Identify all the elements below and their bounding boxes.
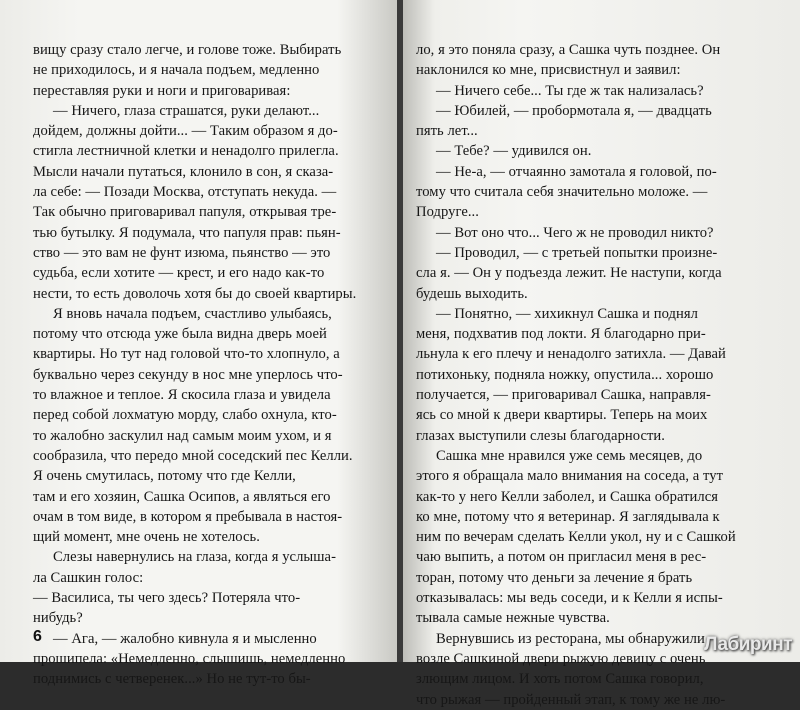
text-line: перед собой лохматую морду, слабо охнула, кто-	[33, 407, 337, 424]
text-line: ясь со мной к двери квартиры. Теперь на моих	[416, 407, 708, 424]
text-line: ла себе: — Позади Москва, отступать некуда. —	[33, 184, 337, 201]
text-line: что рыжая — пройденный этап, к тому же не лю-	[416, 691, 726, 708]
right-page-text	[416, 40, 792, 710]
text-line: стигла лестничной клетки и ненадолго прилегла.	[33, 143, 339, 160]
text-line: тывала самые нежные чувства.	[416, 610, 610, 627]
text-line: злющим лицом. И хоть потом Сашка говорил,	[416, 671, 704, 688]
text-line: чаю выпить, а потом он пригласил меня в рес-	[416, 549, 707, 566]
text-line: потихоньку, подняла ножку, опустила... хорошо	[416, 366, 714, 383]
text-line: этого я обращала мало внимания на соседа, а тут	[416, 468, 724, 485]
text-line: сообразила, что передо мной соседский пес Келли.	[33, 447, 353, 464]
text-line: ла Сашкин голос:	[33, 569, 144, 586]
text-line: возле Сашкиной двери рыжую девицу с очень	[416, 650, 706, 667]
text-line: — Ничего, глаза страшатся, руки делают...	[53, 102, 320, 119]
text-line: — Понятно, — хихикнул Сашка и поднял	[436, 305, 698, 322]
text-line: переставляя руки и ноги и приговаривая:	[33, 82, 291, 99]
text-line: — Ага, — жалобно кивнула я и мысленно	[53, 630, 317, 647]
text-line: — Тебе? — удивился он.	[436, 143, 592, 160]
text-line: — Проводил, — с третьей попытки произне-	[436, 244, 718, 261]
text-line: буквально через секунду в нос мне уперлось что-	[33, 366, 343, 383]
text-line: Слезы навернулись на глаза, когда я услыша-	[53, 549, 336, 566]
text-line: дойдем, должны дойти... — Таким образом я до-	[33, 123, 338, 140]
text-line: судьба, если хотите — крест, и его надо как-то	[33, 265, 325, 282]
text-line: глазах выступили слезы благодарности.	[416, 427, 665, 444]
text-line: как-то у него Келли заболел, и Сашка обратился	[416, 488, 718, 505]
text-line: очам в том виде, в котором я пребывала в настоя-	[33, 508, 343, 525]
text-line: — Юбилей, — пробормотала я, — двадцать	[436, 102, 712, 119]
text-line: Так обычно приговаривал папуля, открывая тре-	[33, 204, 337, 221]
text-line: — Василиса, ты чего здесь? Потеряла что-	[33, 590, 301, 607]
text-line: сла я. — Он у подъезда лежит. Не наступи, когда	[416, 265, 722, 282]
text-line: торан, потому что деньги за лечение я брать	[416, 569, 693, 586]
text-line: льнула к его плечу и ненадолго затихла. — Давай	[416, 346, 726, 363]
text-line: Сашка мне нравился уже семь месяцев, до	[436, 447, 703, 464]
text-line: ство — это вам не фунт изюма, пьянство — это	[33, 244, 331, 261]
watermark-logo: Лабиринт	[704, 634, 792, 655]
text-line: то жалобно заскулил над самым моим ухом, и я	[33, 427, 332, 444]
text-line: Я вновь начала подъем, счастливо улыбаясь,	[53, 305, 332, 322]
text-line: Вернувшись из ресторана, мы обнаружили	[436, 630, 705, 647]
text-line: там и его хозяин, Сашка Осипов, а являться его	[33, 488, 331, 505]
text-line: нести, то есть доволочь хотя бы до своей квартиры.	[33, 285, 357, 302]
text-line: нибудь?	[33, 610, 83, 627]
text-line: тому что считала себя значительно моложе. —	[416, 184, 708, 201]
text-line: щий момент, мне очень не хотелось.	[33, 529, 260, 546]
page-number: 6	[33, 628, 42, 645]
text-line: потому что отсюда уже была видна дверь моей	[33, 326, 327, 343]
text-line: Мысли начали путаться, клонило в сон, я сказа-	[33, 163, 334, 180]
text-line: — Вот оно что... Чего ж не проводил никто?	[436, 224, 714, 241]
text-line: квартиры. Но тут над головой что-то хлопнуло, а	[33, 346, 340, 363]
text-line: будешь выходить.	[416, 285, 528, 302]
text-line: ко мне, потому что я ветеринар. Я заглядывала к	[416, 508, 720, 525]
text-line: пять лет...	[416, 123, 478, 140]
text-line: не приходилось, и я начала подъем, медленно	[33, 62, 320, 79]
text-line: ним по вечерам сделать Келли укол, ну и с Сашкой	[416, 529, 736, 546]
text-line: поднимись с четверенек...» Но не тут-то бы-	[33, 671, 311, 688]
text-line: — Не-а, — отчаянно замотала я головой, по-	[436, 163, 717, 180]
text-line: ло, я это поняла сразу, а Сашка чуть позднее. Он	[416, 42, 721, 58]
left-page-text	[33, 40, 391, 690]
text-line: вищу сразу стало легче, и голове тоже. Выбирать	[33, 42, 342, 58]
text-line: наклонился ко мне, присвистнул и заявил:	[416, 62, 681, 79]
text-line: отказывалась: мы ведь соседи, и к Келли я испы-	[416, 590, 723, 607]
right-page	[403, 0, 800, 708]
text-line: то влажное и теплое. Я скосила глаза и увидела	[33, 387, 331, 404]
text-line: меня, подхватив под локти. Я благодарно при-	[416, 326, 706, 343]
text-line: Подруге...	[416, 204, 479, 221]
text-line: прошипела: «Немедленно, слышишь, немедленно	[33, 650, 346, 667]
text-line: получается, — приговаривал Сашка, направля-	[416, 387, 711, 404]
text-line: тью бутылку. Я подумала, что папуля прав: пьян-	[33, 224, 341, 241]
left-page	[0, 0, 397, 688]
text-line: — Ничего себе... Ты где ж так нализалась?	[436, 82, 704, 99]
text-line: Я очень смутилась, потому что где Келли,	[33, 468, 296, 485]
